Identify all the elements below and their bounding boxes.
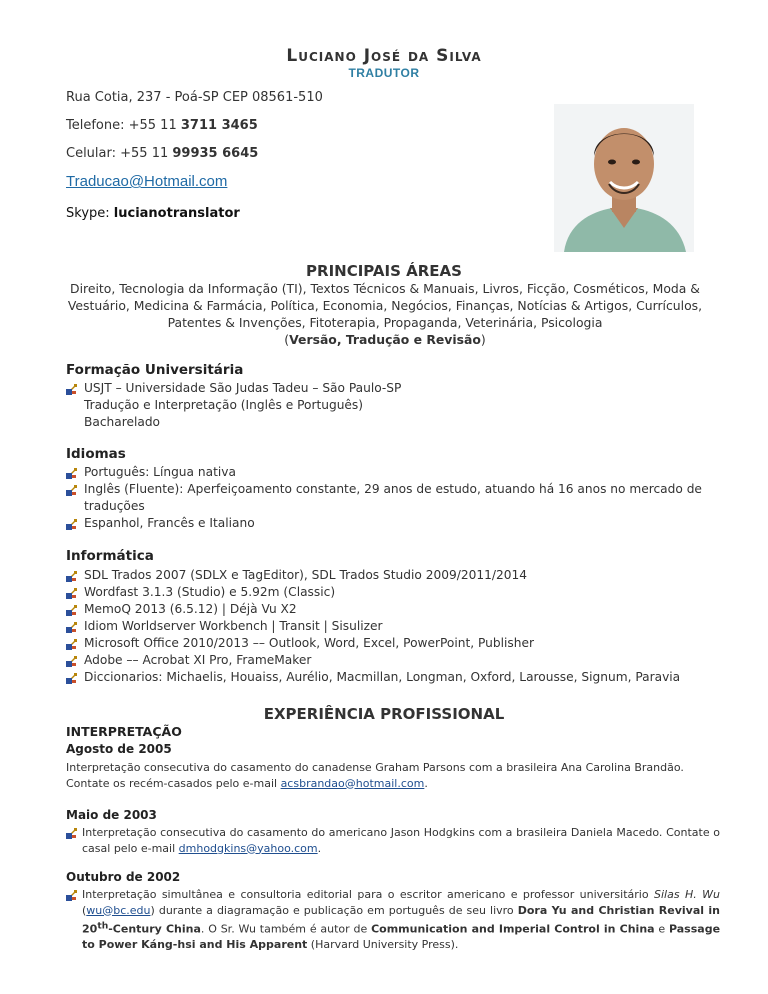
cellphone-number: 99935 6645	[172, 146, 259, 161]
list-item	[66, 669, 726, 686]
it-item: Diccionarios: Michaelis, Houaiss, Aurélio, Macmillan, Longman, Oxford, Larousse, Signum, Paravia	[84, 670, 681, 684]
arrow-bullet-icon	[66, 518, 78, 530]
entry3-book1-title: Dora Yu and Christian Revival in 20	[82, 903, 720, 936]
arrow-bullet-icon	[66, 655, 78, 667]
entry1-line1: Interpretação consecutiva do casamento do canadense Graham Parsons com a brasileira Ana Carolina Brandão.	[66, 761, 684, 774]
skype-label: Skype:	[66, 206, 114, 221]
it-item: SDL Trados 2007 (SDLX e TagEditor), SDL Trados Studio 2009/2011/2014	[84, 568, 527, 582]
it-item: Microsoft Office 2010/2013 –– Outlook, Word, Excel, PowerPoint, Publisher	[84, 636, 534, 650]
entry3-text-5: e	[654, 922, 669, 936]
phone	[66, 118, 258, 133]
services-close: )	[480, 332, 486, 347]
job-title: TRADUTOR	[348, 66, 420, 80]
entry1-period: .	[424, 776, 428, 790]
entry1-email-link[interactable]: acsbrandao@hotmail.com	[280, 776, 425, 790]
list-item	[66, 887, 720, 953]
skype	[66, 206, 240, 221]
services: Versão, Tradução e Revisão	[289, 332, 481, 347]
arrow-bullet-icon	[66, 827, 78, 839]
main-areas-title: PRINCIPAIS ÁREAS	[306, 262, 462, 280]
entry3-text-2: (	[82, 903, 87, 917]
arrow-bullet-icon	[66, 570, 78, 582]
entry3-text-4: . O Sr. Wu também é autor de	[200, 922, 372, 936]
course: Tradução e Interpretação (Inglês e Português)	[84, 398, 364, 412]
entry2-text: Interpretação consecutiva do casamento do americano Jason Hodgkins com a brasileira Daniela Macedo. Contate o casal pelo e-mail	[82, 826, 720, 855]
university: USJT – Universidade São Judas Tadeu – São Paulo-SP	[84, 381, 402, 395]
arrow-bullet-icon	[66, 484, 78, 496]
entry3-book1-sup: th	[97, 920, 109, 931]
arrow-bullet-icon	[66, 889, 78, 901]
list-item	[66, 464, 726, 481]
entry2-list	[66, 825, 720, 856]
list-item	[66, 380, 726, 397]
experience-category: INTERPRETAÇÃO	[66, 724, 182, 739]
person-name: Luciano José da Silva	[286, 46, 482, 66]
skype-username: lucianotranslator	[113, 206, 240, 221]
it-item: Idiom Worldserver Workbench | Transit | Sisulizer	[84, 619, 383, 633]
arrow-bullet-icon	[66, 467, 78, 479]
arrow-bullet-icon	[66, 672, 78, 684]
experience-title: EXPERIÊNCIA PROFISSIONAL	[263, 705, 505, 723]
education-list	[66, 380, 726, 397]
phone-number: 3711 3465	[180, 118, 258, 133]
entry3-email-link[interactable]: wu@bc.edu	[86, 903, 151, 917]
it-list	[66, 567, 726, 686]
list-item	[66, 618, 726, 635]
language-item: Inglês (Fluente): Aperfeiçoamento constante, 29 anos de estudo, atuando há 16 anos no mercado de traduções	[84, 482, 702, 513]
list-item	[66, 635, 726, 652]
languages-list	[66, 464, 726, 532]
entry3-date: Outubro de 2002	[66, 870, 181, 884]
entry3-text-6: (Harvard University Press).	[307, 938, 459, 952]
list-item	[66, 567, 726, 584]
list-item	[66, 652, 726, 669]
list-item	[66, 584, 726, 601]
languages-title: Idiomas	[66, 446, 126, 462]
entry2-date: Maio de 2003	[66, 808, 157, 822]
main-areas-text	[60, 280, 710, 348]
entry3-book2-title: Communication and Imperial Control in China	[371, 922, 655, 936]
address: Rua Cotia, 237 - Poá-SP CEP 08561-510	[66, 90, 323, 105]
areas-list: Direito, Tecnologia da Informação (TI), Textos Técnicos & Manuais, Livros, Ficção, Cosméticos, Moda & Vestuário, Medicina & Farmácia, Política, Economia, Negócios, Finanças, Notícias & Artigos, Currículos, Patentes & Invenções, Fitoterapia, Propaganda, Veterinária, Psicologia	[67, 281, 703, 330]
it-item: Adobe –– Acrobat XI Pro, FrameMaker	[84, 653, 312, 667]
entry3-text-3: ) durante a diagramação e publicação em português de seu livro	[150, 903, 518, 917]
phone-label: Telefone: +55 11	[66, 118, 181, 133]
list-item	[66, 601, 726, 618]
it-title: Informática	[66, 548, 154, 564]
cellphone	[66, 146, 258, 161]
list-item	[66, 481, 726, 515]
arrow-bullet-icon	[66, 621, 78, 633]
services-open: (	[284, 332, 290, 347]
education-title: Formação Universitária	[66, 362, 244, 378]
list-item	[66, 515, 726, 532]
list-item	[66, 825, 720, 856]
arrow-bullet-icon	[66, 604, 78, 616]
entry3-book1-title-end: -Century China	[108, 922, 201, 936]
entry3-book3-title: Passage to Power Káng-hsi and His Apparent	[82, 922, 721, 952]
entry3-list	[66, 887, 720, 953]
email-link[interactable]: Traducao@Hotmail.com	[66, 173, 228, 190]
degree: Bacharelado	[84, 415, 161, 429]
it-item: MemoQ 2013 (6.5.12) | Déjà Vu X2	[84, 602, 297, 616]
profile-photo	[554, 104, 694, 252]
entry1-line2: Contate os recém-casados pelo e-mail	[66, 776, 281, 790]
language-item: Português: Língua nativa	[84, 465, 236, 479]
entry2-email-link[interactable]: dmhodgkins@yahoo.com	[178, 841, 318, 855]
arrow-bullet-icon	[66, 383, 78, 395]
entry2-period: .	[317, 841, 322, 855]
cellphone-label: Celular: +55 11	[66, 146, 173, 161]
arrow-bullet-icon	[66, 638, 78, 650]
arrow-bullet-icon	[66, 587, 78, 599]
entry1-text	[66, 760, 716, 791]
language-item: Espanhol, Francês e Italiano	[84, 516, 255, 530]
it-item: Wordfast 3.1.3 (Studio) e 5.92m (Classic)	[84, 585, 336, 599]
entry3-author: Silas H. Wu	[654, 888, 720, 901]
entry3-text-1: Interpretação simultânea e consultoria editorial para o escritor americano e professor universitário	[82, 888, 654, 901]
entry1-date: Agosto de 2005	[66, 742, 172, 756]
